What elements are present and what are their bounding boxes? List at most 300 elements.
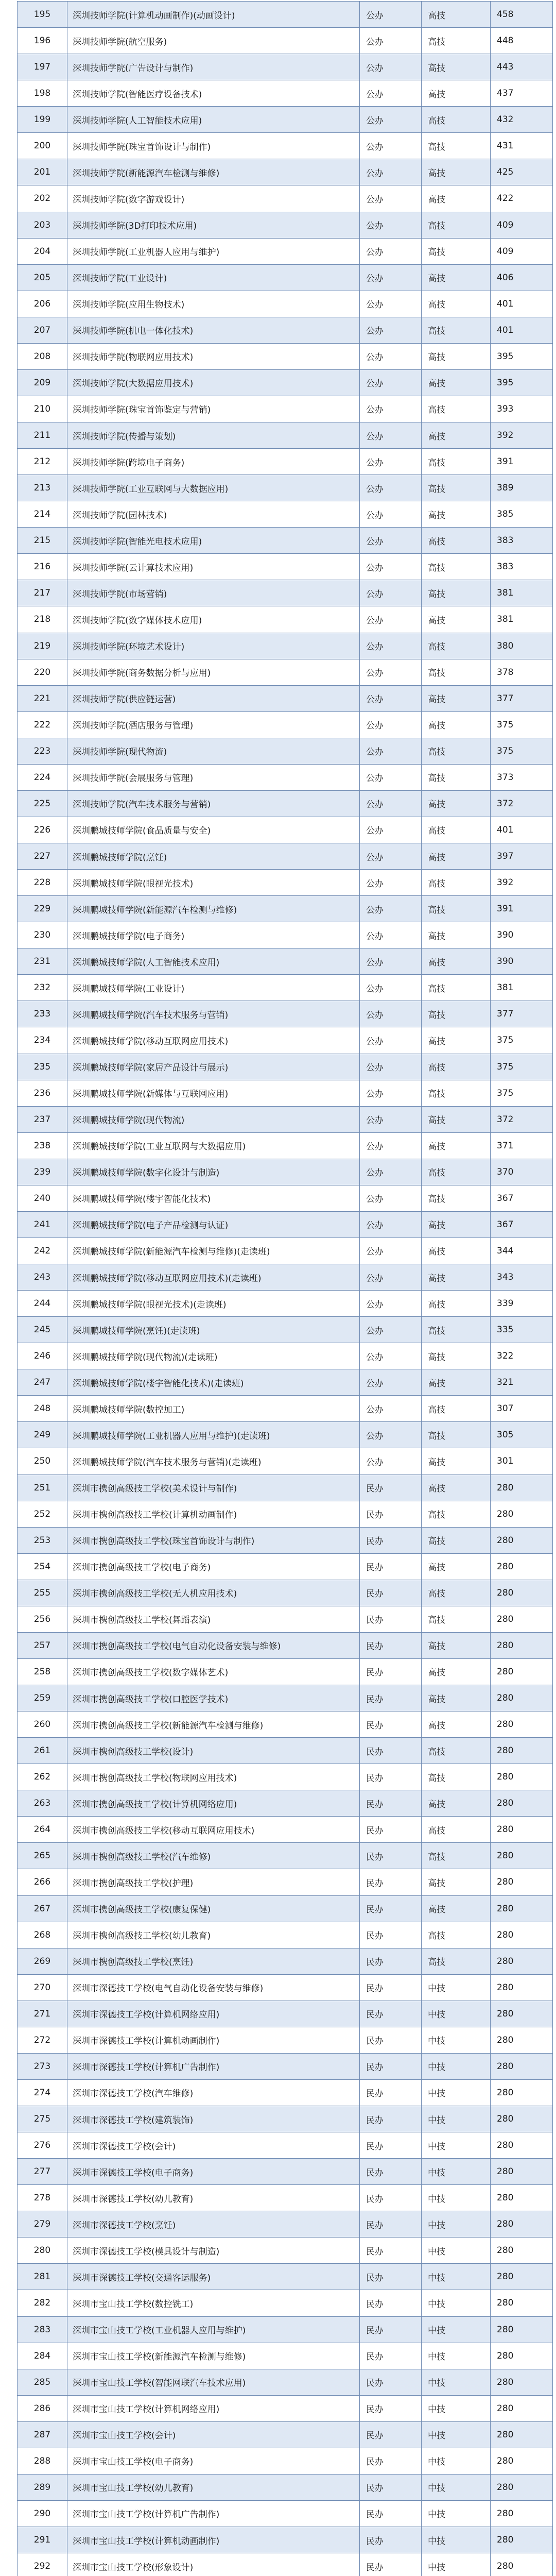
table-row — [18, 2159, 553, 2185]
school-level-cell: 高技 — [422, 922, 491, 948]
table-row — [18, 1817, 553, 1843]
table-row — [18, 606, 553, 633]
admission-score-cell: 367 — [491, 1185, 553, 1211]
school-major-cell: 深圳技师学院(应用生物技术) — [67, 291, 360, 317]
admission-score-cell: 383 — [491, 554, 553, 580]
row-index-cell: 251 — [18, 1475, 67, 1501]
school-type-cell: 民办 — [360, 2369, 422, 2395]
school-level-cell: 高技 — [422, 948, 491, 975]
school-level-cell: 高技 — [422, 1922, 491, 1948]
admission-score-cell: 378 — [491, 659, 553, 685]
table-row — [18, 80, 553, 107]
table-row — [18, 817, 553, 843]
row-index-cell: 244 — [18, 1291, 67, 1317]
row-index-cell: 260 — [18, 1711, 67, 1738]
admission-score-cell: 280 — [491, 2553, 553, 2576]
admission-score-cell: 381 — [491, 975, 553, 1001]
row-index-cell: 239 — [18, 1159, 67, 1185]
row-index-cell: 206 — [18, 291, 67, 317]
table-row — [18, 1711, 553, 1738]
school-major-cell: 深圳鹏城技师学院(数控加工) — [67, 1396, 360, 1422]
admission-score-cell: 381 — [491, 606, 553, 633]
school-type-cell: 公办 — [360, 554, 422, 580]
school-type-cell: 公办 — [360, 212, 422, 238]
row-index-cell: 200 — [18, 133, 67, 159]
school-major-cell: 深圳市携创高级技工学校(无人机应用技术) — [67, 1580, 360, 1606]
school-type-cell: 公办 — [360, 790, 422, 817]
row-index-cell: 279 — [18, 2211, 67, 2238]
school-level-cell: 高技 — [422, 1343, 491, 1369]
admission-score-cell: 395 — [491, 369, 553, 396]
school-level-cell: 高技 — [422, 1580, 491, 1606]
school-major-cell: 深圳鹏城技师学院(现代物流)(走读班) — [67, 1343, 360, 1369]
school-type-cell: 民办 — [360, 2527, 422, 2553]
school-level-cell: 高技 — [422, 1317, 491, 1343]
school-level-cell: 高技 — [422, 870, 491, 896]
table-row — [18, 1001, 553, 1027]
admission-score-cell: 280 — [491, 2053, 553, 2079]
school-type-cell: 民办 — [360, 2395, 422, 2421]
school-level-cell: 高技 — [422, 396, 491, 422]
row-index-cell: 283 — [18, 2316, 67, 2343]
school-type-cell: 民办 — [360, 1922, 422, 1948]
school-level-cell: 高技 — [422, 1264, 491, 1291]
row-index-cell: 291 — [18, 2527, 67, 2553]
school-major-cell: 深圳技师学院(会展服务与管理) — [67, 764, 360, 790]
school-level-cell: 高技 — [422, 580, 491, 606]
admission-score-cell: 280 — [491, 2211, 553, 2238]
school-major-cell: 深圳市携创高级技工学校(护理) — [67, 1869, 360, 1895]
school-major-cell: 深圳技师学院(机电一体化技术) — [67, 317, 360, 343]
school-type-cell: 民办 — [360, 2185, 422, 2211]
school-type-cell: 民办 — [360, 2448, 422, 2474]
school-type-cell: 公办 — [360, 1132, 422, 1159]
school-major-cell: 深圳鹏城技师学院(眼视光技术) — [67, 870, 360, 896]
school-type-cell: 民办 — [360, 2159, 422, 2185]
table-row — [18, 1369, 553, 1396]
table-row — [18, 1264, 553, 1291]
school-level-cell: 中技 — [422, 2132, 491, 2159]
school-level-cell: 高技 — [422, 1054, 491, 1080]
school-type-cell: 公办 — [360, 1211, 422, 1238]
school-type-cell: 民办 — [360, 1685, 422, 1711]
school-type-cell: 民办 — [360, 1632, 422, 1658]
school-level-cell: 高技 — [422, 1606, 491, 1632]
admission-score-cell: 443 — [491, 54, 553, 80]
row-index-cell: 288 — [18, 2448, 67, 2474]
school-type-cell: 公办 — [360, 238, 422, 264]
row-index-cell: 237 — [18, 1106, 67, 1132]
table-row — [18, 28, 553, 54]
row-index-cell: 230 — [18, 922, 67, 948]
school-type-cell: 民办 — [360, 2290, 422, 2316]
row-index-cell: 209 — [18, 369, 67, 396]
school-level-cell: 高技 — [422, 790, 491, 817]
school-level-cell: 高技 — [422, 1422, 491, 1448]
admission-score-cell: 383 — [491, 528, 553, 554]
school-major-cell: 深圳鹏城技师学院(汽车技术服务与营销) — [67, 1001, 360, 1027]
table-row — [18, 1343, 553, 1369]
table-row — [18, 685, 553, 711]
school-major-cell: 深圳市宝山技工学校(电子商务) — [67, 2448, 360, 2474]
row-index-cell: 224 — [18, 764, 67, 790]
table-row — [18, 2421, 553, 2448]
school-type-cell: 民办 — [360, 2343, 422, 2369]
admission-score-cell: 280 — [491, 2316, 553, 2343]
school-type-cell: 公办 — [360, 291, 422, 317]
admission-score-cell: 344 — [491, 1238, 553, 1264]
row-index-cell: 264 — [18, 1817, 67, 1843]
school-level-cell: 高技 — [422, 1001, 491, 1027]
admission-score-cell: 280 — [491, 2395, 553, 2421]
row-index-cell: 292 — [18, 2553, 67, 2576]
row-index-cell: 282 — [18, 2290, 67, 2316]
row-index-cell: 227 — [18, 843, 67, 870]
row-index-cell: 211 — [18, 422, 67, 449]
table-row — [18, 2001, 553, 2027]
admission-score-cell: 280 — [491, 1738, 553, 1764]
table-row — [18, 2553, 553, 2576]
school-major-cell: 深圳技师学院(计算机动画制作)(动画设计) — [67, 2, 360, 28]
school-level-cell: 高技 — [422, 475, 491, 501]
row-index-cell: 265 — [18, 1843, 67, 1869]
school-major-cell: 深圳技师学院(传播与策划) — [67, 422, 360, 449]
school-type-cell: 公办 — [360, 317, 422, 343]
row-index-cell: 210 — [18, 396, 67, 422]
school-major-cell: 深圳技师学院(跨境电子商务) — [67, 449, 360, 475]
table-row — [18, 659, 553, 685]
admission-score-cell: 431 — [491, 133, 553, 159]
row-index-cell: 261 — [18, 1738, 67, 1764]
table-row — [18, 948, 553, 975]
school-major-cell: 深圳技师学院(酒店服务与管理) — [67, 711, 360, 738]
table-row — [18, 1396, 553, 1422]
school-level-cell: 高技 — [422, 711, 491, 738]
table-row — [18, 1738, 553, 1764]
row-index-cell: 268 — [18, 1922, 67, 1948]
school-major-cell: 深圳技师学院(环境艺术设计) — [67, 633, 360, 659]
admission-score-cell: 393 — [491, 396, 553, 422]
admission-score-cell: 391 — [491, 449, 553, 475]
table-row — [18, 2527, 553, 2553]
admission-score-cell: 339 — [491, 1291, 553, 1317]
school-level-cell: 中技 — [422, 2106, 491, 2132]
school-major-cell: 深圳市携创高级技工学校(烹饪) — [67, 1948, 360, 1974]
admission-score-cell: 280 — [491, 1501, 553, 1527]
school-level-cell: 高技 — [422, 843, 491, 870]
school-type-cell: 公办 — [360, 843, 422, 870]
school-major-cell: 深圳鹏城技师学院(眼视光技术)(走读班) — [67, 1291, 360, 1317]
school-type-cell: 公办 — [360, 369, 422, 396]
school-major-cell: 深圳市携创高级技工学校(数字媒体艺术) — [67, 1658, 360, 1685]
row-index-cell: 276 — [18, 2132, 67, 2159]
school-major-cell: 深圳市深德技工学校(幼儿教育) — [67, 2185, 360, 2211]
school-type-cell: 公办 — [360, 1369, 422, 1396]
school-level-cell: 高技 — [422, 659, 491, 685]
school-type-cell: 公办 — [360, 54, 422, 80]
row-index-cell: 207 — [18, 317, 67, 343]
school-type-cell: 公办 — [360, 659, 422, 685]
table-row — [18, 1080, 553, 1106]
admission-score-cell: 280 — [491, 1790, 553, 1817]
admission-score-cell: 390 — [491, 922, 553, 948]
table-row — [18, 2079, 553, 2106]
school-type-cell: 公办 — [360, 396, 422, 422]
school-level-cell: 高技 — [422, 1790, 491, 1817]
table-row — [18, 1317, 553, 1343]
admission-score-cell: 280 — [491, 1764, 553, 1790]
admission-score-cell: 280 — [491, 1843, 553, 1869]
school-major-cell: 深圳鹏城技师学院(楼宇智能化技术) — [67, 1185, 360, 1211]
table-row — [18, 738, 553, 764]
school-level-cell: 高技 — [422, 1396, 491, 1422]
school-major-cell: 深圳鹏城技师学院(电子商务) — [67, 922, 360, 948]
admission-score-cell: 280 — [491, 2106, 553, 2132]
row-index-cell: 234 — [18, 1027, 67, 1054]
table-row — [18, 554, 553, 580]
school-major-cell: 深圳鹏城技师学院(移动互联网应用技术)(走读班) — [67, 1264, 360, 1291]
row-index-cell: 221 — [18, 685, 67, 711]
school-level-cell: 高技 — [422, 449, 491, 475]
admission-score-cell: 370 — [491, 1159, 553, 1185]
table-row — [18, 1527, 553, 1553]
row-index-cell: 219 — [18, 633, 67, 659]
school-major-cell: 深圳鹏城技师学院(汽车技术服务与营销)(走读班) — [67, 1448, 360, 1475]
row-index-cell: 272 — [18, 2027, 67, 2053]
school-major-cell: 深圳市深德技工学校(建筑装饰) — [67, 2106, 360, 2132]
school-type-cell: 公办 — [360, 449, 422, 475]
school-type-cell: 公办 — [360, 422, 422, 449]
school-major-cell: 深圳市宝山技工学校(计算机动画制作) — [67, 2527, 360, 2553]
admission-score-cell: 280 — [491, 1817, 553, 1843]
school-level-cell: 中技 — [422, 2053, 491, 2079]
school-type-cell: 公办 — [360, 1343, 422, 1369]
row-index-cell: 232 — [18, 975, 67, 1001]
table-row — [18, 1948, 553, 1974]
admission-score-cell: 280 — [491, 1658, 553, 1685]
school-major-cell: 深圳技师学院(广告设计与制作) — [67, 54, 360, 80]
school-major-cell: 深圳市携创高级技工学校(新能源汽车检测与维修) — [67, 1711, 360, 1738]
table-row — [18, 2132, 553, 2159]
table-row — [18, 2185, 553, 2211]
table-row — [18, 1291, 553, 1317]
school-level-cell: 高技 — [422, 1027, 491, 1054]
row-index-cell: 231 — [18, 948, 67, 975]
row-index-cell: 241 — [18, 1211, 67, 1238]
school-level-cell: 中技 — [422, 2159, 491, 2185]
school-major-cell: 深圳鹏城技师学院(烹饪)(走读班) — [67, 1317, 360, 1343]
admission-score-cell: 280 — [491, 2527, 553, 2553]
row-index-cell: 235 — [18, 1054, 67, 1080]
admission-score-cell: 335 — [491, 1317, 553, 1343]
admission-score-cell: 280 — [491, 1632, 553, 1658]
school-level-cell: 中技 — [422, 2421, 491, 2448]
row-index-cell: 269 — [18, 1948, 67, 1974]
school-major-cell: 深圳市携创高级技工学校(计算机动画制作) — [67, 1501, 360, 1527]
school-level-cell: 高技 — [422, 185, 491, 212]
table-row — [18, 238, 553, 264]
row-index-cell: 216 — [18, 554, 67, 580]
school-level-cell: 高技 — [422, 1080, 491, 1106]
school-level-cell: 高技 — [422, 1817, 491, 1843]
row-index-cell: 246 — [18, 1343, 67, 1369]
school-type-cell: 民办 — [360, 1764, 422, 1790]
school-type-cell: 民办 — [360, 1790, 422, 1817]
admission-score-cell: 409 — [491, 238, 553, 264]
school-level-cell: 中技 — [422, 2395, 491, 2421]
row-index-cell: 212 — [18, 449, 67, 475]
table-row — [18, 922, 553, 948]
school-level-cell: 高技 — [422, 264, 491, 291]
row-index-cell: 233 — [18, 1001, 67, 1027]
school-level-cell: 中技 — [422, 2290, 491, 2316]
school-type-cell: 公办 — [360, 501, 422, 528]
table-row — [18, 1475, 553, 1501]
school-type-cell: 民办 — [360, 2079, 422, 2106]
school-level-cell: 高技 — [422, 1448, 491, 1475]
school-level-cell: 中技 — [422, 1974, 491, 2001]
admission-score-cell: 390 — [491, 948, 553, 975]
admission-score-cell: 375 — [491, 1027, 553, 1054]
school-major-cell: 深圳技师学院(物联网应用技术) — [67, 343, 360, 369]
school-type-cell: 公办 — [360, 159, 422, 185]
row-index-cell: 202 — [18, 185, 67, 212]
row-index-cell: 217 — [18, 580, 67, 606]
row-index-cell: 290 — [18, 2500, 67, 2527]
school-major-cell: 深圳技师学院(市场营销) — [67, 580, 360, 606]
admission-score-cell: 448 — [491, 28, 553, 54]
table-row — [18, 212, 553, 238]
row-index-cell: 274 — [18, 2079, 67, 2106]
school-major-cell: 深圳市深德技工学校(计算机网络应用) — [67, 2001, 360, 2027]
table-row — [18, 133, 553, 159]
table-row — [18, 975, 553, 1001]
school-level-cell: 高技 — [422, 159, 491, 185]
admission-score-cell: 422 — [491, 185, 553, 212]
admission-score-cell: 280 — [491, 1922, 553, 1948]
school-type-cell: 公办 — [360, 133, 422, 159]
school-level-cell: 高技 — [422, 343, 491, 369]
table-row — [18, 1869, 553, 1895]
school-level-cell: 中技 — [422, 2211, 491, 2238]
admission-score-cell: 395 — [491, 343, 553, 369]
admission-score-cell: 397 — [491, 843, 553, 870]
table-row — [18, 1159, 553, 1185]
table-row — [18, 1922, 553, 1948]
table-row — [18, 1632, 553, 1658]
school-type-cell: 公办 — [360, 528, 422, 554]
school-major-cell: 深圳市深德技工学校(汽车维修) — [67, 2079, 360, 2106]
school-major-cell: 深圳技师学院(珠宝首饰鉴定与营销) — [67, 396, 360, 422]
table-row — [18, 291, 553, 317]
admission-score-cell: 280 — [491, 2369, 553, 2395]
school-major-cell: 深圳市深德技工学校(会计) — [67, 2132, 360, 2159]
admission-score-cell: 280 — [491, 1869, 553, 1895]
admission-score-cell: 280 — [491, 1974, 553, 2001]
school-major-cell: 深圳市携创高级技工学校(舞蹈表演) — [67, 1606, 360, 1632]
school-major-cell: 深圳市深德技工学校(电子商务) — [67, 2159, 360, 2185]
school-type-cell: 民办 — [360, 2001, 422, 2027]
row-index-cell: 278 — [18, 2185, 67, 2211]
school-type-cell: 公办 — [360, 896, 422, 922]
school-major-cell: 深圳技师学院(汽车技术服务与营销) — [67, 790, 360, 817]
row-index-cell: 240 — [18, 1185, 67, 1211]
school-type-cell: 公办 — [360, 817, 422, 843]
school-major-cell: 深圳鹏城技师学院(移动互联网应用技术) — [67, 1027, 360, 1054]
school-major-cell: 深圳技师学院(珠宝首饰设计与制作) — [67, 133, 360, 159]
school-type-cell: 民办 — [360, 2027, 422, 2053]
school-type-cell: 公办 — [360, 1080, 422, 1106]
school-type-cell: 民办 — [360, 1948, 422, 1974]
admission-score-cell: 432 — [491, 107, 553, 133]
admission-score-cell: 280 — [491, 2185, 553, 2211]
school-major-cell: 深圳技师学院(数字游戏设计) — [67, 185, 360, 212]
school-level-cell: 高技 — [422, 369, 491, 396]
school-level-cell: 中技 — [422, 2001, 491, 2027]
table-row — [18, 2053, 553, 2079]
school-level-cell: 高技 — [422, 1869, 491, 1895]
school-major-cell: 深圳鹏城技师学院(人工智能技术应用) — [67, 948, 360, 975]
admission-score-cell: 280 — [491, 1948, 553, 1974]
admission-score-cell: 280 — [491, 2474, 553, 2500]
table-row — [18, 528, 553, 554]
table-row — [18, 1422, 553, 1448]
school-major-cell: 深圳技师学院(新能源汽车检测与维修) — [67, 159, 360, 185]
school-type-cell: 公办 — [360, 1106, 422, 1132]
table-row — [18, 1790, 553, 1817]
school-type-cell: 民办 — [360, 2316, 422, 2343]
school-type-cell: 公办 — [360, 1054, 422, 1080]
table-row — [18, 2027, 553, 2053]
school-major-cell: 深圳市宝山技工学校(形象设计) — [67, 2553, 360, 2576]
school-level-cell: 中技 — [422, 2316, 491, 2343]
table-row — [18, 1054, 553, 1080]
admission-score-cell: 280 — [491, 1685, 553, 1711]
row-index-cell: 267 — [18, 1895, 67, 1922]
admission-score-cell: 280 — [491, 2079, 553, 2106]
admission-score-cell: 280 — [491, 2027, 553, 2053]
admission-score-cell: 401 — [491, 317, 553, 343]
table-row — [18, 1895, 553, 1922]
school-type-cell: 公办 — [360, 975, 422, 1001]
school-level-cell: 中技 — [422, 2027, 491, 2053]
school-major-cell: 深圳鹏城技师学院(食品质量与安全) — [67, 817, 360, 843]
school-type-cell: 民办 — [360, 2106, 422, 2132]
school-major-cell: 深圳技师学院(商务数据分析与应用) — [67, 659, 360, 685]
table-row — [18, 343, 553, 369]
school-level-cell: 高技 — [422, 975, 491, 1001]
admission-score-cell: 385 — [491, 501, 553, 528]
school-major-cell: 深圳技师学院(数字媒体技术应用) — [67, 606, 360, 633]
school-major-cell: 深圳鹏城技师学院(电子产品检测与认证) — [67, 1211, 360, 1238]
row-index-cell: 250 — [18, 1448, 67, 1475]
table-row — [18, 1027, 553, 1054]
admission-score-cell: 381 — [491, 580, 553, 606]
school-level-cell: 高技 — [422, 1685, 491, 1711]
school-level-cell: 高技 — [422, 633, 491, 659]
table-row — [18, 1685, 553, 1711]
school-level-cell: 高技 — [422, 1738, 491, 1764]
school-major-cell: 深圳市宝山技工学校(计算机网络应用) — [67, 2395, 360, 2421]
row-index-cell: 271 — [18, 2001, 67, 2027]
school-type-cell: 民办 — [360, 1501, 422, 1527]
school-level-cell: 高技 — [422, 291, 491, 317]
school-type-cell: 公办 — [360, 1264, 422, 1291]
row-index-cell: 266 — [18, 1869, 67, 1895]
school-level-cell: 高技 — [422, 2, 491, 28]
row-index-cell: 223 — [18, 738, 67, 764]
school-type-cell: 公办 — [360, 1027, 422, 1054]
